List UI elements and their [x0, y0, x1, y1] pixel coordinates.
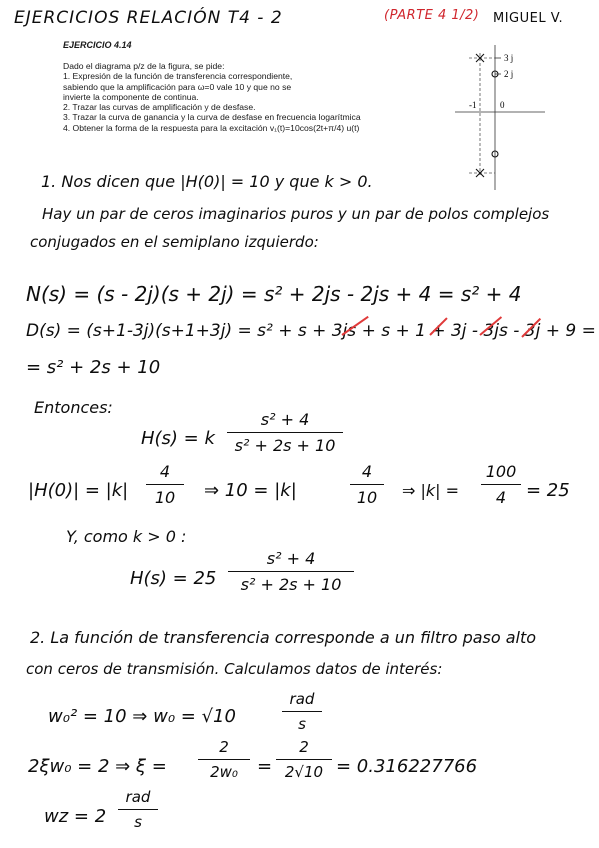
exercise-statement — [63, 61, 361, 133]
xi-equation: 2ξw₀ = 2 ⇒ ξ = — [28, 756, 167, 777]
axis-label: -1 — [469, 100, 477, 110]
denominator-equation: D(s) = (s+1-3j)(s+1+3j) = s² + s + 3js + s + 1 + 3j - 3js - 3j + 9 = — [26, 321, 596, 341]
statement-line: invierte la componente de continua. — [63, 91, 199, 102]
fraction-denominator: s² + 2s + 10 — [240, 575, 342, 594]
fraction-numerator: s² + 4 — [260, 410, 310, 429]
wz-units — [118, 788, 158, 831]
part-label: (PARTE 4 1/2) — [384, 8, 480, 23]
fraction-numerator: rad — [125, 788, 151, 806]
axis-label: 3 j — [504, 53, 514, 63]
como-label: Y, como k > 0 : — [66, 527, 187, 546]
final-transfer-fraction — [228, 549, 354, 594]
wz-equation: wz = 2 — [44, 806, 107, 827]
xi-fraction-2 — [276, 738, 332, 781]
fraction-numerator: rad — [289, 690, 315, 708]
statement-line: sabiendo que la amplificación para ω=0 vale 10 y que no se — [63, 81, 292, 92]
fraction-numerator: 4 — [361, 462, 373, 481]
s1-intro: 1. Nos dicen que |H(0)| = 10 y que k > 0. — [41, 172, 373, 191]
fraction-numerator: 2 — [219, 738, 229, 756]
abs-mid: ⇒ 10 = |k| — [204, 480, 297, 501]
final-transfer-lhs: H(s) = 25 — [130, 568, 217, 589]
axis-label: 2 j — [504, 69, 514, 79]
entonces-label: Entonces: — [34, 398, 113, 417]
statement-line: 2. Trazar las curvas de amplificación y de desfase. — [63, 102, 256, 113]
abs-fraction — [146, 462, 184, 507]
xi-equals: = — [257, 756, 273, 777]
s2-text-b: con ceros de transmisión. Calculamos datos de interés: — [26, 660, 443, 678]
fraction-denominator: 4 — [495, 488, 507, 507]
xi-fraction-1 — [198, 738, 250, 781]
author-name: MIGUEL V. — [493, 11, 564, 26]
statement-line: 1. Expresión de la función de transferencia correspondiente, — [63, 71, 293, 82]
fraction-numerator: 4 — [159, 462, 171, 481]
page-title: EJERCICIOS RELACIÓN T4 - 2 — [14, 8, 283, 28]
w0-units — [282, 690, 322, 733]
s1-text-b: conjugados en el semiplano izquierdo: — [30, 233, 319, 251]
statement-line: 4. Obtener la forma de la respuesta para la excitación v₁(t)=10cos(2t+π/4) u(t) — [63, 122, 360, 133]
fraction-denominator: 10 — [154, 488, 176, 507]
fraction-denominator: s — [298, 715, 306, 733]
abs-lhs: |H(0)| = |k| — [28, 480, 129, 501]
fraction-numerator: 2 — [299, 738, 309, 756]
statement-line: Dado el diagrama p/z de la figura, se pide: — [63, 61, 225, 71]
abs-fraction-3 — [481, 462, 521, 507]
exercise-title: EJERCICIO 4.14 — [63, 40, 132, 50]
abs-result-rhs: = 25 — [526, 480, 570, 501]
axis-label: 0 — [500, 100, 505, 110]
fraction-denominator: s² + 2s + 10 — [234, 436, 336, 455]
abs-fraction-2 — [350, 462, 384, 507]
fraction-numerator: 100 — [485, 462, 517, 481]
numerator-equation: N(s) = (s - 2j)(s + 2j) = s² + 2js - 2js + 4 = s² + 4 — [26, 282, 522, 306]
fraction-denominator: 10 — [356, 488, 378, 507]
fraction-denominator: s — [134, 813, 142, 831]
fraction-denominator: 2√10 — [284, 763, 324, 781]
abs-result-lhs: ⇒ |k| = — [402, 481, 460, 500]
s1-text-a: Hay un par de ceros imaginarios puros y un par de polos complejos — [42, 205, 550, 223]
statement-line: 3. Trazar la curva de ganancia y la curva de desfase en frecuencia logarítmica — [63, 112, 361, 123]
transfer-fraction — [227, 410, 343, 455]
xi-result: = 0.316227766 — [336, 756, 478, 777]
transfer-lhs: H(s) = k — [141, 428, 215, 449]
w0-equation: w₀² = 10 ⇒ w₀ = √10 — [48, 706, 236, 727]
fraction-numerator: s² + 4 — [266, 549, 316, 568]
pole-zero-diagram — [455, 45, 545, 190]
s2-text-a: 2. La función de transferencia corresponde a un filtro paso alto — [30, 628, 537, 647]
fraction-denominator: 2w₀ — [210, 763, 238, 781]
denominator-result: = s² + 2s + 10 — [26, 357, 161, 378]
